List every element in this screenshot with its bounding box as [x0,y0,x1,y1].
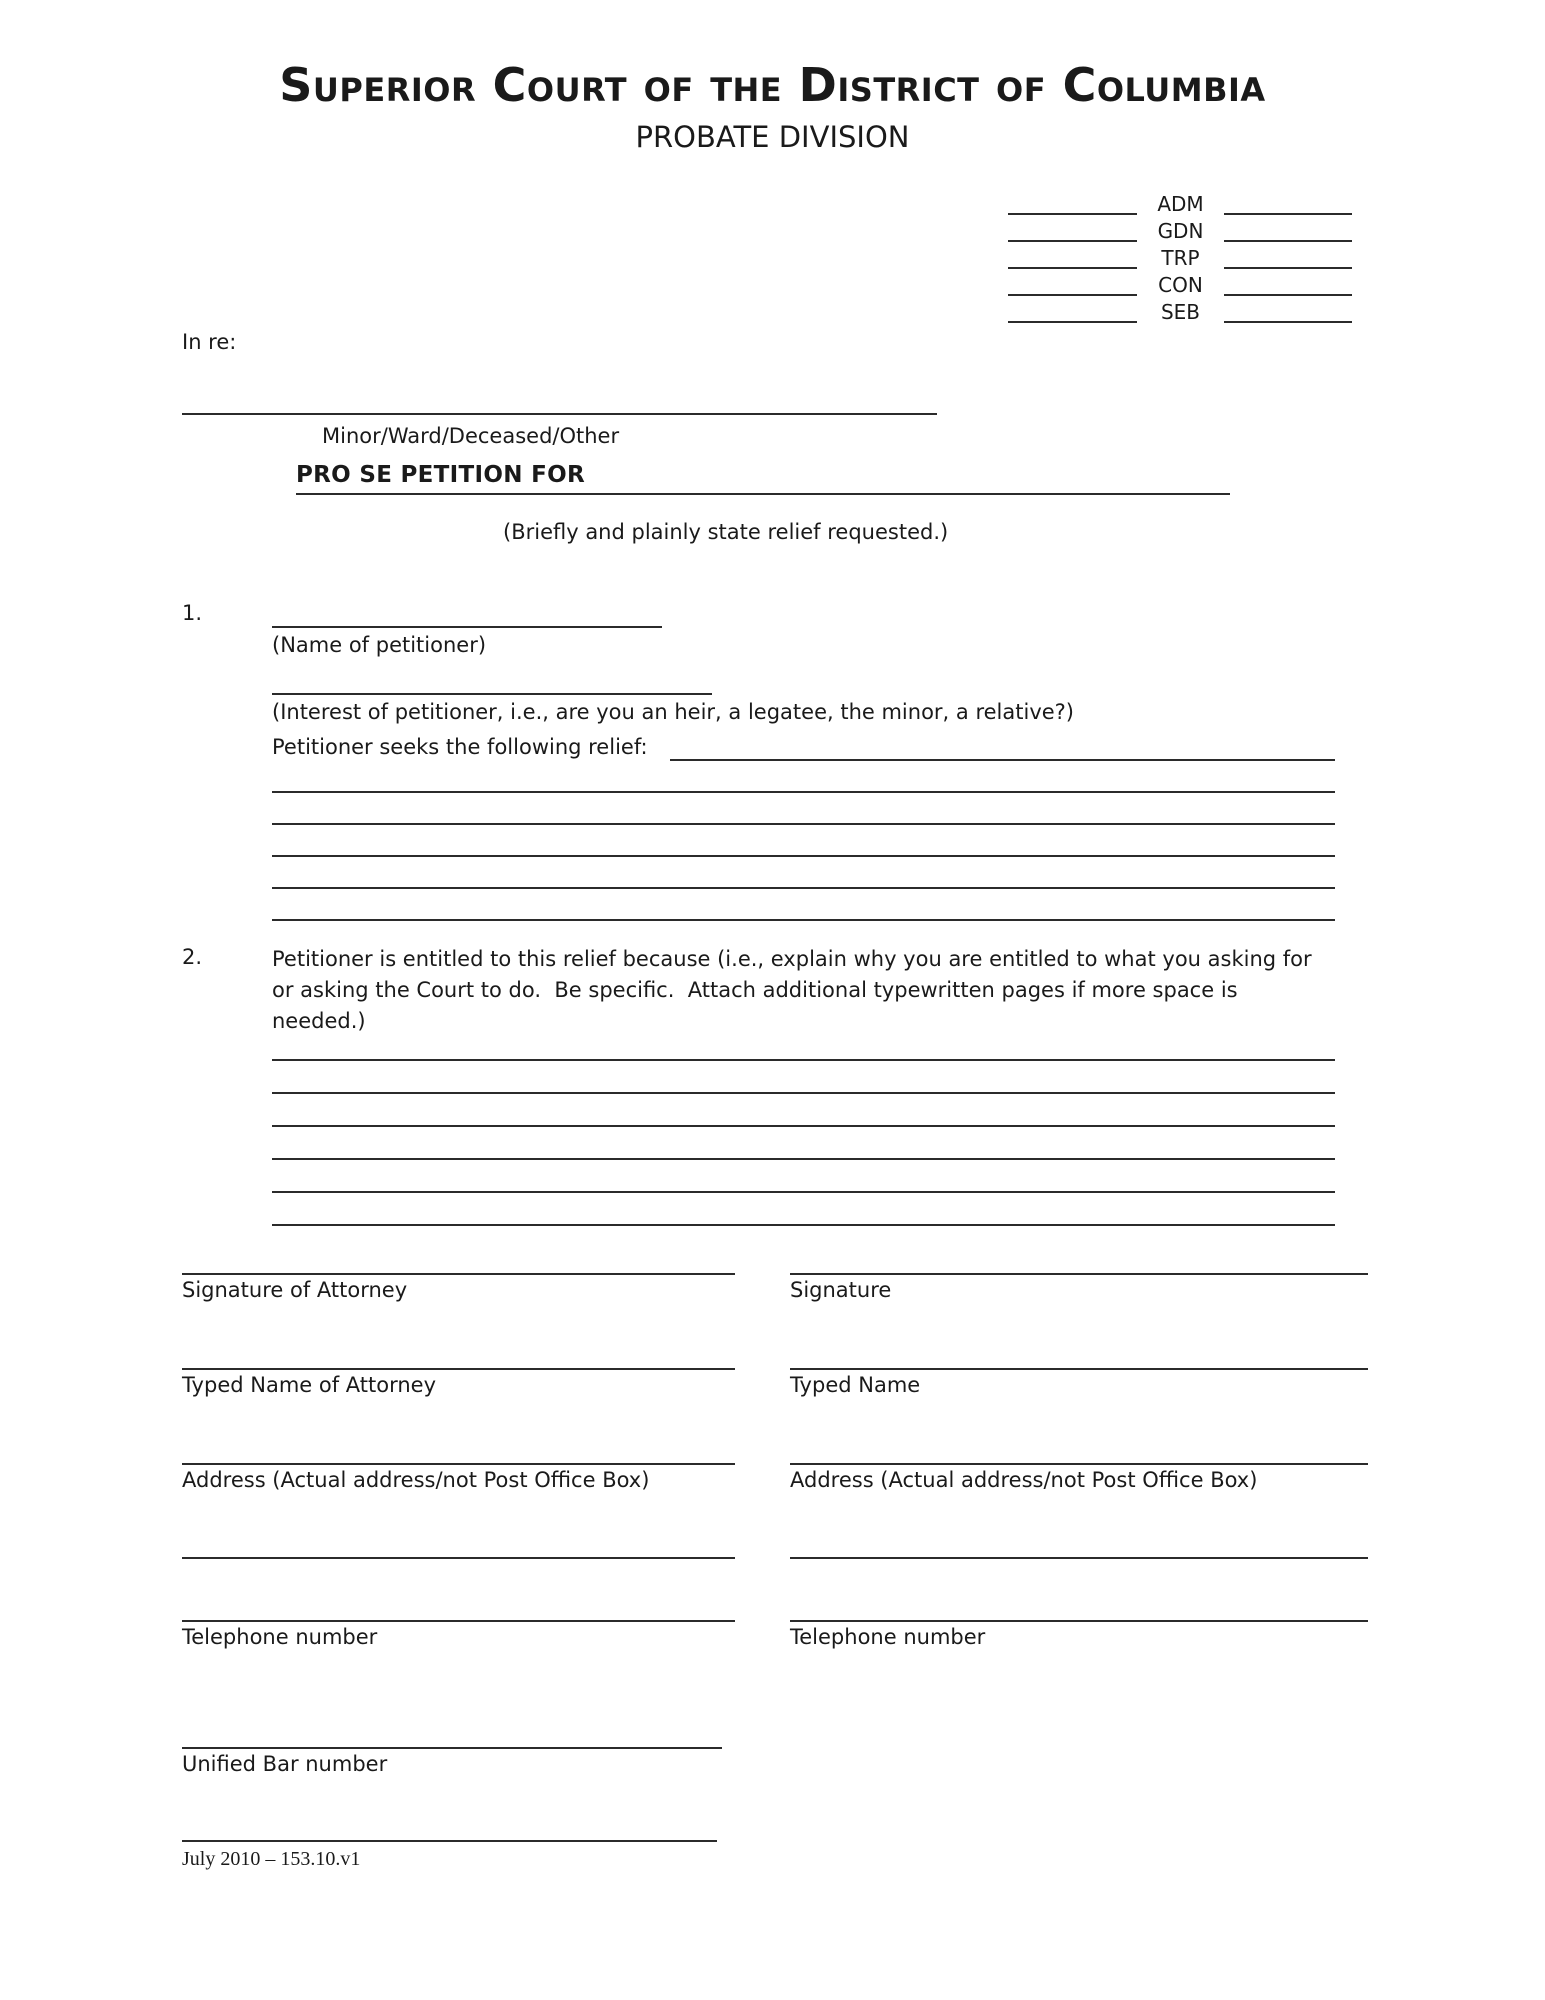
case-number-field[interactable] [1224,294,1352,296]
attorney-signature-field[interactable] [182,1250,735,1275]
blank-line[interactable] [272,825,1335,857]
relief-row [272,734,1335,761]
relief-field[interactable] [670,734,1335,761]
blank-line[interactable] [272,761,1335,793]
case-code-row [1008,215,1352,242]
case-code-label: GDN [1157,219,1204,243]
case-number-field[interactable] [1224,321,1352,323]
case-code-label: SEB [1160,300,1201,324]
interest-of-petitioner-caption: (Interest of petitioner, i.e., are you an heir, a legatee, the minor, a relative?) [272,700,1074,724]
petitioner-phone-caption: Telephone number [790,1625,986,1649]
petitioner-address-field-2[interactable] [790,1537,1368,1559]
blank-line[interactable] [272,889,1335,921]
blank-line[interactable] [272,1037,1335,1061]
attorney-column [182,1250,735,1842]
case-number-field[interactable] [1224,267,1352,269]
attorney-address-caption: Address (Actual address/not Post Office Box) [182,1468,650,1492]
name-of-petitioner-field[interactable] [272,600,662,628]
case-code-row [1008,269,1352,296]
attorney-phone-field[interactable] [182,1600,735,1622]
attorney-address-field-2[interactable] [182,1537,735,1559]
extra-blank-field[interactable] [182,1820,717,1842]
petitioner-signature-caption: Signature [790,1278,892,1302]
case-number-field[interactable] [1008,267,1137,269]
item-1 [182,600,1335,921]
case-code-label: ADM [1157,192,1204,216]
petitioner-typed-name-caption: Typed Name [790,1373,921,1397]
court-title: Superior Court of the District of Columbia [279,58,1266,112]
relief-label: Petitioner seeks the following relief: [272,735,648,759]
attorney-typed-name-field[interactable] [182,1348,735,1370]
item-2 [182,944,1335,1226]
case-code-row [1008,242,1352,269]
signature-block [182,1250,1368,1850]
petition-instruction: (Briefly and plainly state relief requested.) [503,520,949,544]
attorney-address-field[interactable] [182,1443,735,1465]
petitioner-signature-field[interactable] [790,1250,1368,1275]
blank-line[interactable] [272,1127,1335,1160]
petitioner-phone-field[interactable] [790,1600,1368,1622]
minor-ward-caption: Minor/Ward/Deceased/Other [322,424,620,448]
relief-lines [272,761,1335,921]
blank-line[interactable] [272,1061,1335,1094]
name-of-petitioner-caption: (Name of petitioner) [272,633,487,657]
blank-line[interactable] [272,1160,1335,1193]
unified-bar-number-caption: Unified Bar number [182,1752,388,1776]
in-re-name-field[interactable] [182,357,937,415]
item-2-text: Petitioner is entitled to this relief because (i.e., explain why you are entitled to what you asking for or asking the Court to do. Be specific. Attach additional typewritten pages if more space is needed.) [272,947,1319,1033]
petitioner-typed-name-field[interactable] [790,1348,1368,1370]
division-subtitle: PROBATE DIVISION [635,120,910,154]
case-number-field[interactable] [1008,321,1137,323]
explanation-lines [272,1037,1335,1226]
case-code-block [1008,188,1352,323]
petition-title: PRO SE PETITION FOR [296,462,585,488]
case-code-label: TRP [1161,246,1200,270]
case-number-field[interactable] [1008,240,1137,242]
case-code-row [1008,296,1352,323]
blank-line[interactable] [272,1094,1335,1127]
item-1-number: 1. [182,601,203,625]
petitioner-address-caption: Address (Actual address/not Post Office Box) [790,1468,1258,1492]
form-version: July 2010 – 153.10.v1 [182,1848,361,1870]
blank-line[interactable] [272,1193,1335,1226]
case-number-field[interactable] [1008,294,1137,296]
blank-line[interactable] [272,793,1335,825]
case-number-field[interactable] [1224,240,1352,242]
unified-bar-number-field[interactable] [182,1727,722,1749]
case-number-field[interactable] [1224,213,1352,215]
petitioner-address-field[interactable] [790,1443,1368,1465]
petitioner-column [790,1250,1368,1652]
blank-line[interactable] [272,857,1335,889]
petition-title-field[interactable] [296,462,1230,495]
case-number-field[interactable] [1008,213,1137,215]
in-re-label: In re: [182,330,237,354]
interest-of-petitioner-field[interactable] [272,659,712,695]
case-code-row [1008,188,1352,215]
attorney-signature-caption: Signature of Attorney [182,1278,408,1302]
case-code-label: CON [1158,273,1203,297]
attorney-phone-caption: Telephone number [182,1625,378,1649]
attorney-typed-name-caption: Typed Name of Attorney [182,1373,437,1397]
item-2-number: 2. [182,945,203,969]
